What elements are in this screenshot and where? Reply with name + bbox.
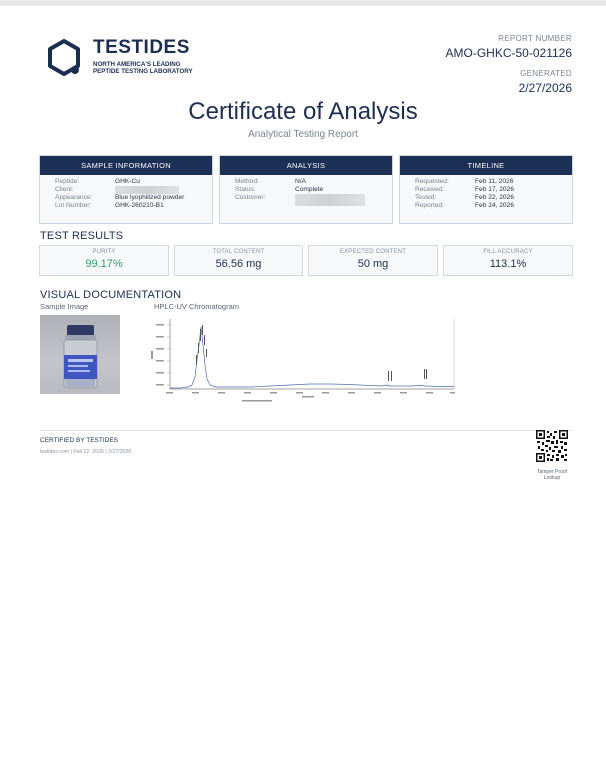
- peptide-value: GHK-Cu: [115, 178, 140, 185]
- sample-information-box: [39, 155, 213, 224]
- purity-value: 99.17%: [85, 258, 123, 270]
- total-content-value: 56.56 mg: [215, 258, 262, 270]
- status-value: Complete: [295, 186, 324, 193]
- page-title: Certificate of Analysis: [188, 98, 418, 125]
- hplc-chromatogram-image: [150, 315, 456, 403]
- received-key: Received:: [415, 186, 445, 193]
- analysis-heading: ANALYSIS: [220, 156, 392, 175]
- timeline-heading: TIMELINE: [400, 156, 572, 175]
- certificate-page: [0, 6, 606, 777]
- sample-vial-image: [40, 315, 120, 394]
- logo-tagline-2: PEPTIDE TESTING LABORATORY: [93, 68, 193, 75]
- purity-result: [39, 245, 169, 276]
- sample-information-heading: SAMPLE INFORMATION: [40, 156, 212, 175]
- report-number-label: REPORT NUMBER: [498, 34, 572, 43]
- appearance-value: Blue lyophilized powder: [115, 194, 185, 201]
- received-value: Feb 17, 2026: [475, 186, 514, 193]
- qr-caption-1: Tamper Proof: [536, 469, 567, 475]
- expected-content-label: EXPECTED CONTENT: [339, 249, 407, 255]
- customer-key: Customer:: [235, 194, 266, 201]
- purity-label: PURITY: [92, 249, 116, 255]
- timeline-box: [399, 155, 573, 224]
- footer-divider: [40, 430, 573, 431]
- appearance-key: Appearance:: [55, 194, 93, 201]
- qr-code[interactable]: [536, 430, 568, 462]
- method-value: N/A: [295, 178, 306, 185]
- logo-tagline-1: NORTH AMERICA'S LEADING: [93, 61, 181, 68]
- report-number: AMO-GHKC-50-021126: [445, 46, 572, 60]
- sample-image-label: Sample Image: [40, 302, 89, 311]
- total-content-label: TOTAL CONTENT: [212, 249, 265, 255]
- fill-accuracy-result: [443, 245, 573, 276]
- customer-value-redacted: [295, 194, 365, 206]
- lot-number-key: Lot Number:: [55, 202, 92, 209]
- generated-label: GENERATED: [520, 69, 572, 78]
- test-results-heading: TEST RESULTS: [40, 230, 124, 242]
- client-key: Client:: [55, 186, 74, 193]
- analysis-box: [219, 155, 393, 224]
- requested-key: Requested:: [415, 178, 449, 185]
- tested-key: Tested:: [415, 194, 437, 201]
- reported-value: Feb 24, 2026: [475, 202, 514, 209]
- status-key: Status:: [235, 186, 256, 193]
- client-value-redacted: [115, 186, 179, 194]
- requested-value: Feb 11, 2026: [475, 178, 514, 185]
- lot-number-value: GHK-260210-B1: [115, 202, 164, 209]
- total-content-result: [174, 245, 303, 276]
- chromatogram-label: HPLC-UV Chromatogram: [154, 302, 240, 311]
- hexagon-logo-icon: [46, 38, 82, 78]
- generated-date: 2/27/2026: [518, 81, 572, 95]
- certified-by-label: CERTIFIED BY TESTIDES: [40, 437, 119, 444]
- fill-accuracy-label: FILL ACCURACY: [483, 249, 533, 255]
- logo-name: TESTIDES: [93, 37, 190, 58]
- peptide-key: Peptide:: [55, 178, 80, 185]
- expected-content-value: 50 mg: [357, 258, 389, 270]
- page-subtitle: Analytical Testing Report: [248, 129, 358, 140]
- tested-value: Feb 22, 2026: [475, 194, 514, 201]
- visual-documentation-heading: VISUAL DOCUMENTATION: [40, 289, 182, 301]
- footer-meta: testides.com | Feb 22, 2026 | 2/27/2026: [40, 449, 132, 455]
- qr-caption-2: Lookup: [543, 475, 561, 481]
- fill-accuracy-value: 113.1%: [489, 258, 527, 270]
- expected-content-result: [308, 245, 438, 276]
- method-key: Method:: [235, 178, 259, 185]
- reported-key: Reported:: [415, 202, 444, 209]
